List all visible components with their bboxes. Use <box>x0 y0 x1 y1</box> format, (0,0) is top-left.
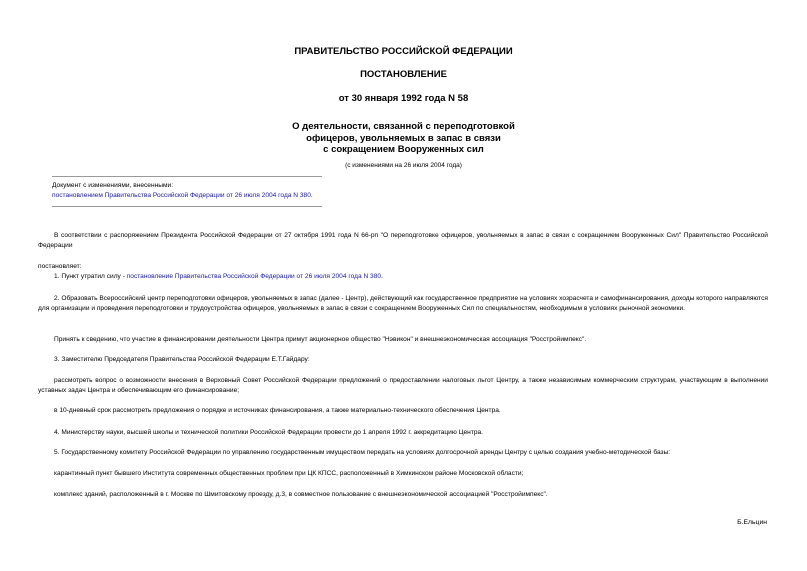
document-type-heading: ПОСТАНОВЛЕНИЕ <box>360 69 447 80</box>
amendment-note: (с изменениями на 26 июля 2004 года) <box>345 162 462 169</box>
preamble-paragraph: В соответствии с распоряжением Президента Российской Федерации от 27 октября 1991 года N 66-рп "О переподготовке офицеров, увольняемых в запас в связи с сокращением Вооруженных Сил" Правительство Российской Федерации <box>38 232 768 250</box>
item5a-paragraph: карантинный пункт бывшего Института современных общественных проблем при ЦК КПСС, расположенный в Химкинском районе Московской области; <box>54 470 524 477</box>
government-heading: ПРАВИТЕЛЬСТВО РОССИЙСКОЙ ФЕДЕРАЦИИ <box>294 46 513 57</box>
amendment-link[interactable]: постановлением Правительства Российской Федерации от 26 июля 2004 года N 380 <box>52 192 311 199</box>
divider-bottom <box>52 206 322 207</box>
doc-changes-box <box>52 181 313 201</box>
doc-changes-suffix: . <box>310 192 313 199</box>
doc-changes-label: Документ с изменениями, внесенными: <box>52 182 174 189</box>
date-number-heading: от 30 января 1992 года N 58 <box>338 93 469 104</box>
item1-prefix: 1. Пункт утратил силу - <box>54 273 127 280</box>
doc-changes-line <box>52 191 313 201</box>
item1-suffix: . <box>381 273 383 280</box>
document-title <box>0 121 807 156</box>
item2-paragraph: 2. Образовать Всероссийский центр переподготовки офицеров, увольняемых в запас (далее - Центр), действующий как государственное предприятие на условиях хозрасчета и самофинансирования, доходы которого направляются для организации и проведения переподготовки и трудоустройства офицеров, увольняемых в запас в связи с сокращением Вооруженных Сил по специальностям, необходимым в условиях рыночной экономики. <box>38 295 768 313</box>
divider-top <box>52 176 322 177</box>
item4-paragraph: 4. Министерству науки, высшей школы и технической политики Российской Федерации провести до 1 апреля 1992 г. аккредитацию Центра. <box>54 429 484 436</box>
item2-note-paragraph: Принять к сведению, что участие в финансировании деятельности Центра примут акционерное общество "Нэвикон" и внешнеэкономическая ассоциация "Росстройимпекс". <box>54 336 587 343</box>
decree-word: постановляет: <box>38 263 82 270</box>
title-line: О деятельности, связанной с переподготовкой <box>292 121 515 132</box>
item3a-paragraph: рассмотреть вопрос о возможности внесения в Верховный Совет Российской Федерации предложений о предоставлении налоговых льгот Центру, а также независимым коммерческим структурам, участвующим в выполнении уставных задач Центра и обеспечивающим его финансирование; <box>38 377 768 395</box>
title-line: с сокращением Вооруженных сил <box>323 144 484 155</box>
item1-link[interactable]: постановление Правительства Российской Федерации от 26 июля 2004 года N 380 <box>126 273 382 280</box>
title-line: офицеров, увольняемых в запас в связи <box>306 132 501 144</box>
item3-paragraph: 3. Заместителю Председателя Правительства Российской Федерации Е.Т.Гайдару: <box>54 356 310 363</box>
item1-paragraph <box>38 272 768 282</box>
item5b-paragraph: комплекс зданий, расположенный в г. Москве по Шмитовскому проезду, д.3, в совместное пользование с внешнеэкономической ассоциацией "Росстройимпекс". <box>54 491 548 498</box>
item5-paragraph: 5. Государственному комитету Российской Федерации по управлению государственным имуществом передать на условиях долгосрочной аренды Центру с целью создания учебно-методической базы: <box>54 449 671 456</box>
item3b-paragraph: в 10-дневный срок рассмотреть предложения о порядке и источниках финансирования, а также материально-технического обеспечения Центра. <box>54 407 501 414</box>
signature: Б.Ельцин <box>737 519 767 526</box>
